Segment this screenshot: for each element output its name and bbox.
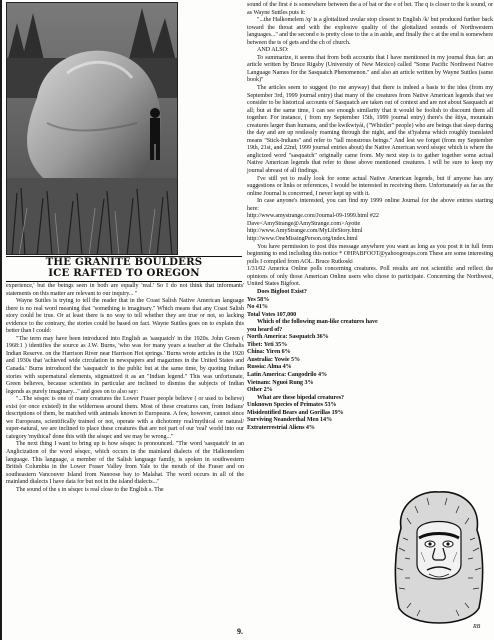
right-column-paragraph: http://www.amystrange.com/Journal-09-1999.html #22 bbox=[247, 213, 379, 220]
poll-line: Vietnam: Nguoi Rung 3% bbox=[247, 379, 314, 386]
poll-line: Misidentified Bears and Gorillas 19% bbox=[247, 409, 344, 416]
left-column-paragraph: Wayne Suttles is trying to tell the reader that in the Coast Salish Native American language there is no real word meaning that "something is imaginary." Which means that any Coast Salish story could be true. Or at least there is no way to tell whether they are true or not, so lacking evidence to the contrary, the stories could be based on fact. Wayne Suttles goes on to explain this better than I could: bbox=[6, 298, 244, 335]
right-column-text bbox=[247, 2, 493, 289]
right-column-paragraph: 1/31/02 America Online polls concerning creatures. Poll results are not scientific and reflect the opinions of only those American Online users who chose to participate. Concerning the Northwest, United States Bigfoot. bbox=[247, 266, 493, 288]
poll-line: Other 2% bbox=[247, 387, 273, 394]
boulder-image bbox=[7, 3, 178, 255]
page-number: 9. bbox=[237, 627, 243, 636]
left-column-paragraph: experience,' but the beings seen in both are equally 'real.' So I do not think that informants' statements on this matter are relevant to our inquiry... " bbox=[6, 283, 244, 297]
right-column-paragraph: I've still yet to really look for some actual Native American legends, but if anyone has any suggestions or links or references, I would be interested in receiving them. Unfortunately as far as the online Journal is concerned, I never kept up with it. bbox=[247, 175, 493, 197]
bigfoot-sketch-icon bbox=[387, 488, 491, 636]
poll-line: Surviving Neanderthal Men 14% bbox=[247, 417, 333, 424]
poll-line: Tibet: Yeti 35% bbox=[247, 341, 288, 348]
bigfoot-sketch bbox=[387, 488, 491, 636]
poll-line: Extraterrestrial Aliens 4% bbox=[247, 424, 315, 431]
poll-line: Latin America: Cangodrilo 4% bbox=[247, 372, 328, 379]
poll-line: Which of the following man-like creatures have you heard of? bbox=[247, 319, 378, 333]
poll-line: Russia: Alma 4% bbox=[247, 364, 292, 371]
poll-line: Yes 58% bbox=[247, 296, 270, 303]
right-column-paragraph: Dave<AmyStrange@AmyStrange.com>Ayotte bbox=[247, 220, 361, 227]
right-column-paragraph: http://www.OneMissingPerson.org/index.html bbox=[247, 235, 358, 242]
poll-line: North America: Sasquatch 36% bbox=[247, 334, 329, 341]
poll-line: Australia: Yowie 5% bbox=[247, 356, 300, 363]
right-column-paragraph: The articles seem to suggest (to me anyway) that there is indeed a basis to the idea (from my September 3rd, 1999 journal entry) that many of the creatures from Native American legends that we consider to be historical accounts of Sasquatch are taken out of context and are not about Sasquatch at all; but at the same time, I can see enough similarity that it would be foolish to discount them all together. For instance, ( from my September 15th, 1999 journal entry) there's the štiya, mountain creatures larger than humans, and the kwikwiyái, ("Whistler" people) who are beings that sleep during the day and are up restlessly roaming through the night, and the st'iyahma which roughly translated means "Stick-Indians" and refer to "tall monstrous beings." And lest we forget (from my September 19th, 21st, and 22nd, 1999 journal entries about) the Native American word sésqec which is where the anglicized word "sasquatch" originally came from. My next step is to gather together some actual Native American legends that refer to these above mentioned creatures. I will be sure to keep my journal abreast of all findings. bbox=[247, 85, 493, 175]
poll-line: Does Bigfoot Exist? bbox=[257, 289, 307, 295]
poll-line: Unknown Species of Primates 53% bbox=[247, 402, 337, 409]
right-column-paragraph: AND ALSO: bbox=[257, 47, 289, 54]
right-column-paragraph: You have permission to post this message anywhere you want as long as you post it in full from beginning to end including this notice * OHPABFOOT@yahoogroups.com These are some interesting polls I compiled from AOL. Bruce Rutkoski bbox=[247, 243, 493, 265]
poll-line: Total Votes 107,000 bbox=[247, 311, 297, 318]
right-column-paragraph: To summarize, it seems that from both accounts that I have mentioned in my journal thus far: an article written by Bruce Rigsby (University of New Mexico) called "Some Pacific Northwest Native Language Names for the Sasquatch Phenomenon." and also an article written by Wayne Suttles (same book)" bbox=[247, 54, 493, 84]
poll-results bbox=[247, 289, 387, 432]
caption-line-2: ICE RAFTED TO OREGON bbox=[48, 267, 200, 279]
poll-line: No 41% bbox=[247, 304, 268, 311]
sketch-signature: RB bbox=[473, 624, 481, 630]
left-column-paragraph: "...The sésqec is one of many creatures the Lower Fraser people believe ( or used to believe) exist (or once existed) in the wilderness around them. Most of these creatures can, from Indians' descriptions of them, be matched with animals known to Europeans. A few, however, cannot since we Europeans, scientifically trained or not, operate with a dichotomy real/mythical or natural/ super-natural, we are inclined to place these creatures that are not part of our 'real' world into our category 'mythical' done this with the sésqec and we may be wrong..." bbox=[6, 396, 244, 440]
left-column-paragraph: The next thing I want to bring up is how sésqec is pronounced. "The word 'sasquatch' in an Anglicization of the word sésqec, which occurs in the mainland dialects of the Halkomelem language. This language, a member of the Salish language family, is spoken in southwestern British Columbia in the Lower Fraser Valley from Yale to the mouth of the Fraser and on southeastern Vancouver Island from Nanoose bay to Malahat. The word occurs in all of the mainland dialects I have data for but not in the island dialects..." bbox=[6, 441, 244, 486]
caption-line-1: THE GRANITE BOULDERS bbox=[45, 256, 203, 268]
left-column-text bbox=[6, 283, 244, 494]
right-column-paragraph: sound of the first é is somewhere between the a of bat or the e of bet. The q is closer to the k sound, or as Wayne Suttles puts it: bbox=[247, 2, 493, 16]
right-column-paragraph: http://www.AmyStrange.com/MyLifeStory.html bbox=[247, 228, 363, 235]
poll-line: What are these bipedal creatures? bbox=[257, 394, 345, 401]
right-column-paragraph: "...the Halkomelem /q/ is a glottalized uvular stop closest to English /k/ but produced further back toward the throat and with the explosive quality of the glottalized sounds of Northwestern languages..." and the second e is pretty close to the a in aside, and finally the c at the end is somewhere between the ts of gets and the ch of church. bbox=[247, 17, 493, 46]
photo-caption bbox=[6, 256, 242, 282]
poll-line: China: Yiren 6% bbox=[247, 349, 291, 356]
left-column-paragraph: "The term may have been introduced into English as 'sasquatch' in the 1920s. John Green ( 1968:1 ) identifies the source as J.W. Burns, 'who was for many years a teacher at the Chehalis Indian Reserve. on the Harrison River near Harrison Hot springs.' Burns wrote articles in the 1920 and 1930s that 'achieved wide circulation in newspapers and magazines in the United States and Canada.' Burns introduced the 'sasquatch' to the public but at the same time, by quoting Indian stories with supernatural elements, stigmatized it as an "Indian legend." This was unfortunate, Green believes, because scientists in particular are inclined to dismiss the subjects of Indian legends as purely imaginary..." and goes on to also say: bbox=[6, 335, 244, 395]
left-column-paragraph: The sound of the s in sésqec is real close to the English s. The bbox=[16, 486, 164, 493]
boulder-photo bbox=[6, 2, 178, 255]
right-column-paragraph: In case anyone's interested, you can find my 1999 online Journal for the above entries starting here: bbox=[247, 198, 493, 212]
